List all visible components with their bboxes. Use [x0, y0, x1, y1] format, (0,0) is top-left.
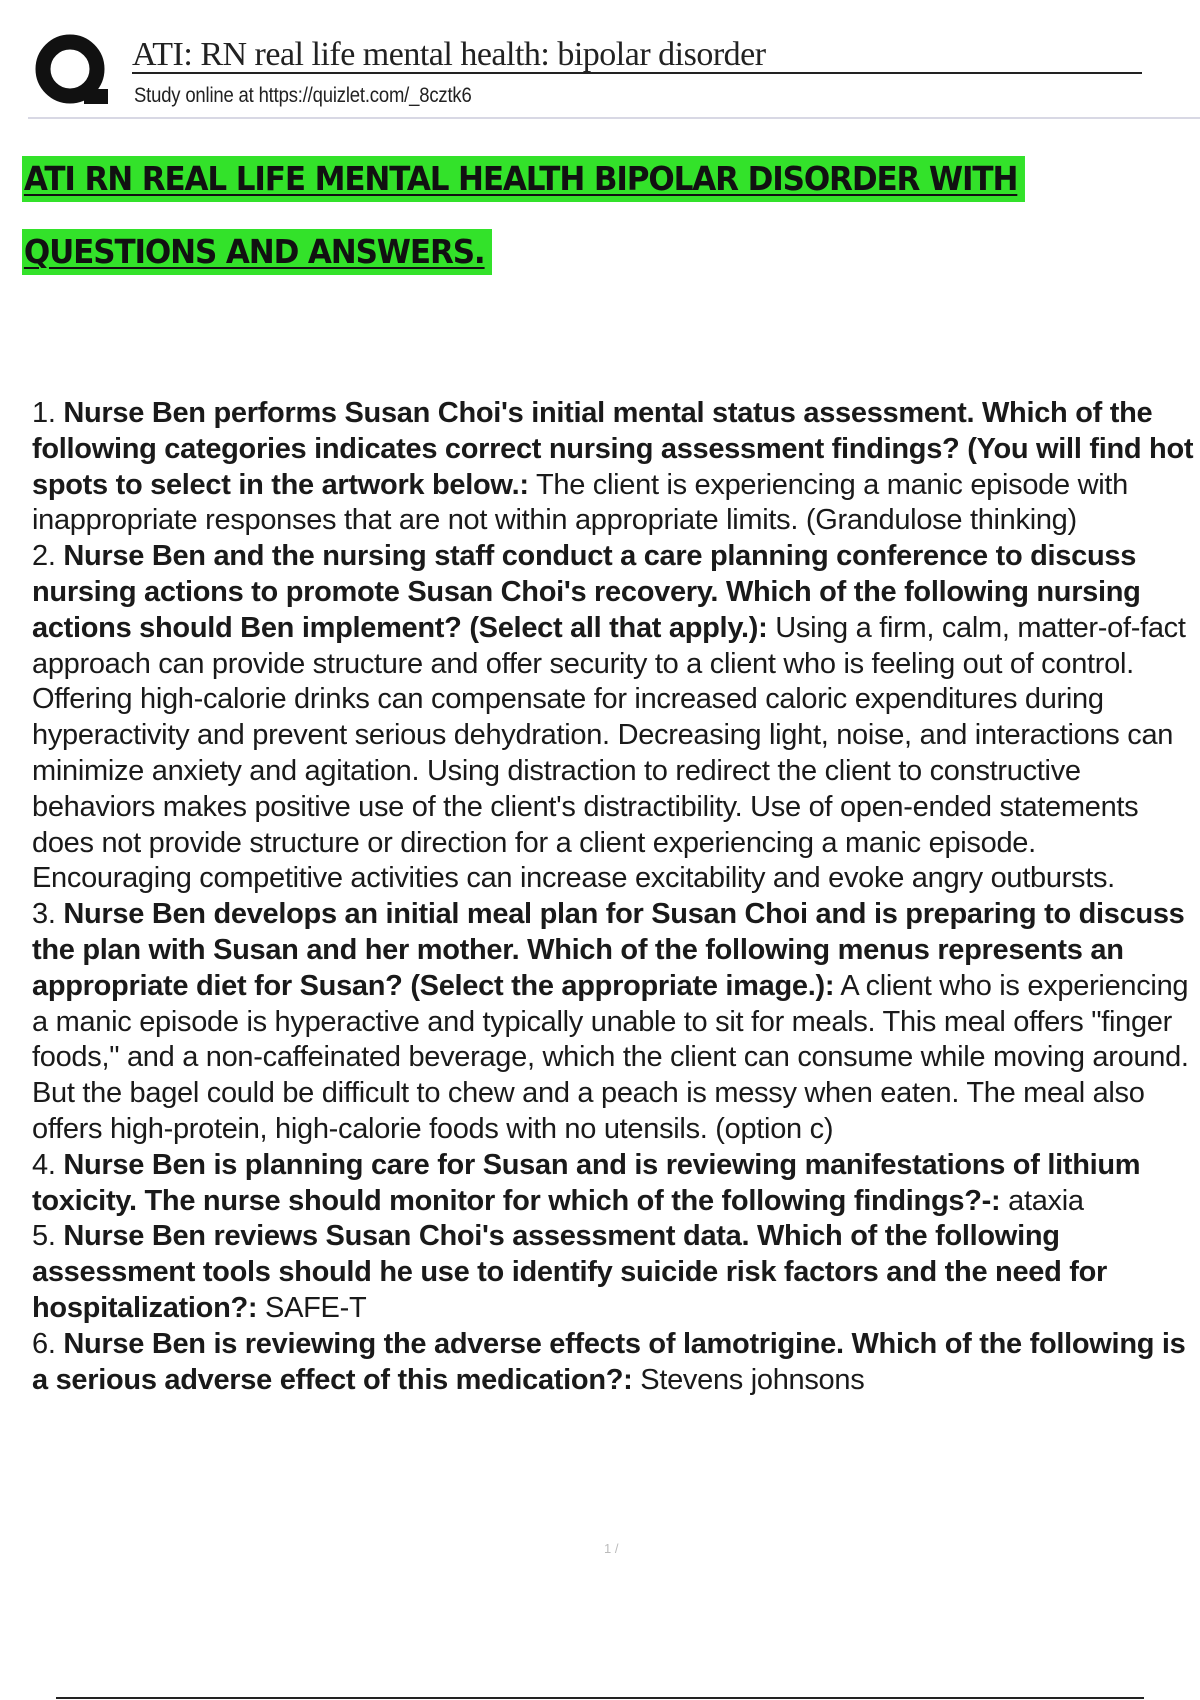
quizlet-logo-icon: [34, 33, 112, 111]
qa-number: 6.: [32, 1327, 56, 1360]
qa-question: Nurse Ben reviews Susan Choi's assessment data. Which of the following assessment tools should he use to identify suicide risk factors and the need for hospitalization?:: [32, 1220, 1108, 1324]
page-number: 1 /: [604, 1541, 619, 1556]
document-heading-line-1: ATI RN REAL LIFE MENTAL HEALTH BIPOLAR DISORDER WITH: [22, 156, 1025, 202]
qa-number: 1.: [32, 397, 56, 429]
qa-question: Nurse Ben performs Susan Choi's initial mental status assessment. Which of the following categories indicates correct nursing assessment findings? (You will find hot spots to select in the artwork below.:: [32, 397, 1194, 501]
qa-answer: A client who is experiencing a manic episode is hyperactive and typically unable to sit for meals. This meal offers "finger foods," and a non-caffeinated beverage, which the client can consume while moving around. But the bagel could be difficult to chew and a peach is messy when eaten. The meal also offers high-protein, high-calorie foods with no utensils. (option c): [32, 969, 1189, 1145]
qa-answer: The client is experiencing a manic episode with inappropriate responses that are not within appropriate limits. (Grandulose thinking): [32, 468, 1128, 537]
deck-title: ATI: RN real life mental health: bipolar disorder: [132, 38, 1142, 74]
qa-number: 2.: [32, 540, 56, 573]
qa-item: [32, 1327, 1200, 1399]
qa-answer: SAFE-T: [265, 1291, 367, 1324]
qa-list: [32, 396, 1200, 1398]
qa-question: Nurse Ben and the nursing staff conduct a care planning conference to discuss nursing actions to promote Susan Choi's recovery. Which of the following nursing actions should Ben implement? (Select all that apply.):: [32, 540, 1141, 644]
document-heading-line-2: QUESTIONS AND ANSWERS.: [22, 229, 492, 275]
qa-question: Nurse Ben is reviewing the adverse effects of lamotrigine. Which of the following is a serious adverse effect of this medication?:: [32, 1327, 1186, 1396]
qa-answer: Stevens johnsons: [640, 1363, 865, 1396]
qa-answer: ataxia: [1008, 1184, 1084, 1217]
qa-number: 4.: [32, 1148, 56, 1181]
qa-question: Nurse Ben develops an initial meal plan for Susan Choi and is preparing to discuss the plan with Susan and her mother. Which of the following menus represents an appropriate diet for Susan? (Select the appropriate image.):: [32, 898, 1185, 1002]
qa-item: [32, 1219, 1200, 1326]
qa-number: 5.: [32, 1220, 56, 1253]
footer-divider: [56, 1697, 1144, 1699]
qa-item: [32, 897, 1200, 1148]
qa-item: [32, 539, 1200, 897]
qa-answer: Using a firm, calm, matter-of-fact approach can provide structure and offer security to a client who is feeling out of control. Offering high-calorie drinks can compensate for increased caloric expenditures during hyperactivity and prevent serious dehydration. Decreasing light, noise, and interactions can minimize anxiety and agitation. Using distraction to redirect the client to constructive behaviors makes positive use of the client's distractibility. Use of open-ended statements does not provide structure or direction for a client experiencing a manic episode. Encouraging competitive activities can increase excitability and evoke angry outbursts.: [32, 611, 1186, 895]
qa-item: [32, 396, 1200, 539]
qa-number: 3.: [32, 898, 56, 931]
header-divider: [28, 117, 1200, 119]
qa-question: Nurse Ben is planning care for Susan and is reviewing manifestations of lithium toxicity. The nurse should monitor for which of the following findings?-:: [32, 1148, 1141, 1217]
study-online-link[interactable]: Study online at https://quizlet.com/_8cztk6: [134, 84, 472, 107]
qa-item: [32, 1148, 1200, 1220]
